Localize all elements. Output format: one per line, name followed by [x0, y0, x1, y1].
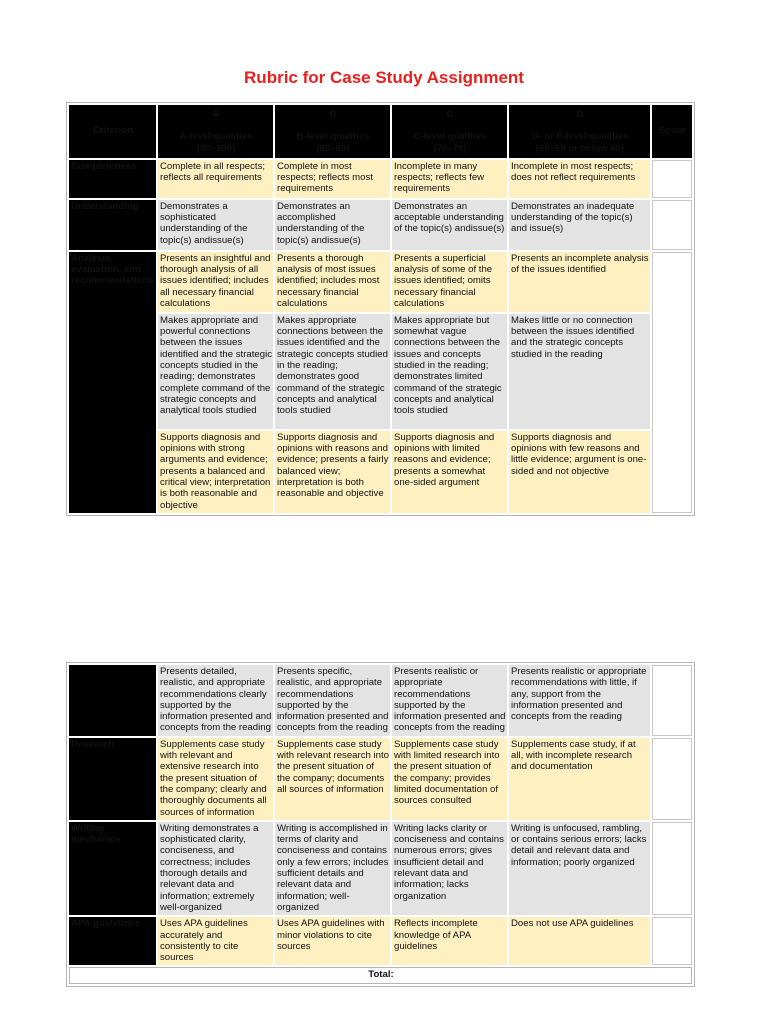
grade-quality: A-level qualities [179, 131, 253, 143]
grade-letter: D [576, 109, 584, 120]
grade-header-b [275, 105, 390, 158]
rubric-cell: Makes appropriate connections between the issues identified and the strategic concepts studied in the reading; demonstrates good command of the strategic concepts and analytical tools studied [275, 314, 390, 429]
criterion-apa-guidelines: APA guidelines [69, 917, 156, 965]
rubric-cell: Makes appropriate and powerful connections between the issues identified and the strategic concepts studied in the reading; demonstrates complete command of the strategic concepts and analytical tools studied [158, 314, 273, 429]
table-row [69, 431, 692, 513]
total-label: Total: [69, 967, 692, 983]
table-row [69, 200, 692, 250]
rubric-cell: Demonstrates an accomplished understanding of the topic(s) andissue(s) [275, 200, 390, 250]
criterion-header: Criterion [69, 105, 156, 158]
score-cell[interactable] [652, 665, 692, 736]
total-row [69, 967, 692, 983]
rubric-cell: Uses APA guidelines accurately and consistently to cite sources [158, 917, 273, 965]
rubric-cell: Incomplete in many respects; reflects few requirements [392, 160, 507, 198]
score-cell[interactable] [652, 738, 692, 820]
grade-range: (80–89) [316, 142, 350, 154]
rubric-cell: Presents an incomplete analysis of the issues identified [509, 252, 650, 312]
grade-quality: B-level qualities [296, 131, 370, 143]
grade-letter: A [212, 109, 220, 120]
table-row [69, 314, 692, 429]
rubric-cell: Presents an insightful and thorough analysis of all issues identified; includes all necessary financial calculations [158, 252, 273, 312]
score-cell[interactable] [652, 917, 692, 965]
rubric-cell: Makes appropriate but somewhat vague connections between the issues and concepts studied in the reading; demonstrates limited command of the strategic concepts and analytical tools studied [392, 314, 507, 429]
rubric-cell: Supports diagnosis and opinions with few reasons and little evidence; argument is one-sided and not objective [509, 431, 650, 513]
rubric-cell: Incomplete in most respects; does not reflect requirements [509, 160, 650, 198]
rubric-cell: Complete in all respects; reflects all requirements [158, 160, 273, 198]
rubric-cell: Presents realistic or appropriate recommendations supported by the information presented and concepts from the reading [392, 665, 507, 736]
rubric-cell: Supports diagnosis and opinions with reasons and evidence; presents a fairly balanced view; interpretation is both reasonable and objective [275, 431, 390, 513]
rubric-cell: Writing demonstrates a sophisticated clarity, conciseness, and correctness; includes thorough details and relevant data and information; extremely well-organized [158, 822, 273, 915]
rubric-cell: Uses APA guidelines with minor violations to cite sources [275, 917, 390, 965]
rubric-cell: Presents detailed, realistic, and appropriate recommendations clearly supported by the information presented and concepts from the reading [158, 665, 273, 736]
criterion-research: Research [69, 738, 156, 820]
rubric-cell: Complete in most respects; reflects most requirements [275, 160, 390, 198]
table-row [69, 252, 692, 312]
criterion-analysis: Analysis, evaluation, and recommendations [69, 252, 156, 513]
rubric-table-part-2 [66, 662, 695, 987]
header-row [69, 105, 692, 158]
grade-header-d [509, 105, 650, 158]
table-row [69, 160, 692, 198]
grade-header-a [158, 105, 273, 158]
score-cell[interactable] [652, 200, 692, 250]
rubric-cell: Supplements case study with relevant and extensive research into the present situation of the company; clearly and thoroughly documents all sources of information [158, 738, 273, 820]
rubric-cell: Does not use APA guidelines [509, 917, 650, 965]
rubric-cell: Presents a superficial analysis of some of the issues identified; omits necessary financial calculations [392, 252, 507, 312]
rubric-cell: Supplements case study, if at all, with incomplete research and documentation [509, 738, 650, 820]
grade-letter: C [446, 109, 454, 120]
rubric-cell: Makes little or no connection between the issues identified and the strategic concepts studied in the reading [509, 314, 650, 429]
grade-header-c [392, 105, 507, 158]
criterion-completeness: Completeness [69, 160, 156, 198]
table-row [69, 665, 692, 736]
grade-range: (90–100) [196, 142, 236, 154]
rubric-cell: Reflects incomplete knowledge of APA guidelines [392, 917, 507, 965]
rubric-cell: Presents a thorough analysis of most issues identified; includes most necessary financial calculations [275, 252, 390, 312]
grade-quality: D- or F-level qualities [531, 131, 629, 143]
page-title: Rubric for Case Study Assignment [244, 68, 524, 87]
score-header: Score [652, 105, 692, 158]
grade-letter: B [329, 109, 337, 120]
criterion-writing-mechanics: Writing mechanics [69, 822, 156, 915]
rubric-cell: Demonstrates an acceptable understanding of the topic(s) andissue(s) [392, 200, 507, 250]
rubric-cell: Presents specific, realistic, and appropriate recommendations supported by the information presented and concepts from the reading [275, 665, 390, 736]
rubric-cell: Demonstrates an inadequate understanding of the topic(s) and issue(s) [509, 200, 650, 250]
rubric-cell: Writing is unfocused, rambling, or contains serious errors; lacks detail and relevant data and information; poorly organized [509, 822, 650, 915]
criterion-understanding: Understanding [69, 200, 156, 250]
rubric-cell: Demonstrates a sophisticated understanding of the topic(s) andissue(s) [158, 200, 273, 250]
table-row [69, 822, 692, 915]
table-row [69, 917, 692, 965]
rubric-cell: Presents realistic or appropriate recommendations with little, if any, support from the information presented and concepts from the reading [509, 665, 650, 736]
rubric-cell: Supplements case study with relevant research into the present situation of the company; documents all sources of information [275, 738, 390, 820]
rubric-cell: Writing is accomplished in terms of clarity and conciseness and contains only a few errors; includes sufficient details and relevant data and information; well-organized [275, 822, 390, 915]
rubric-cell: Writing lacks clarity or conciseness and contains numerous errors; gives insufficient detail and relevant data and information; lacks organization [392, 822, 507, 915]
grade-range: (70–79) [433, 142, 467, 154]
score-cell[interactable] [652, 160, 692, 198]
rubric-cell: Supports diagnosis and opinions with limited reasons and evidence; presents a somewhat one-sided argument [392, 431, 507, 513]
rubric-table-part-1 [66, 102, 695, 516]
criterion-continued [69, 665, 156, 736]
grade-quality: C-level qualities [413, 131, 487, 143]
rubric-cell: Supplements case study with limited research into the present situation of the company; provides limited documentation of sources consulted [392, 738, 507, 820]
table-row [69, 738, 692, 820]
rubric-cell: Supports diagnosis and opinions with strong arguments and evidence; presents a balanced and critical view; interpretation is both reasonable and objective [158, 431, 273, 513]
grade-range: (60–69 or below 60) [535, 142, 625, 154]
score-cell[interactable] [652, 252, 692, 513]
score-cell[interactable] [652, 822, 692, 915]
